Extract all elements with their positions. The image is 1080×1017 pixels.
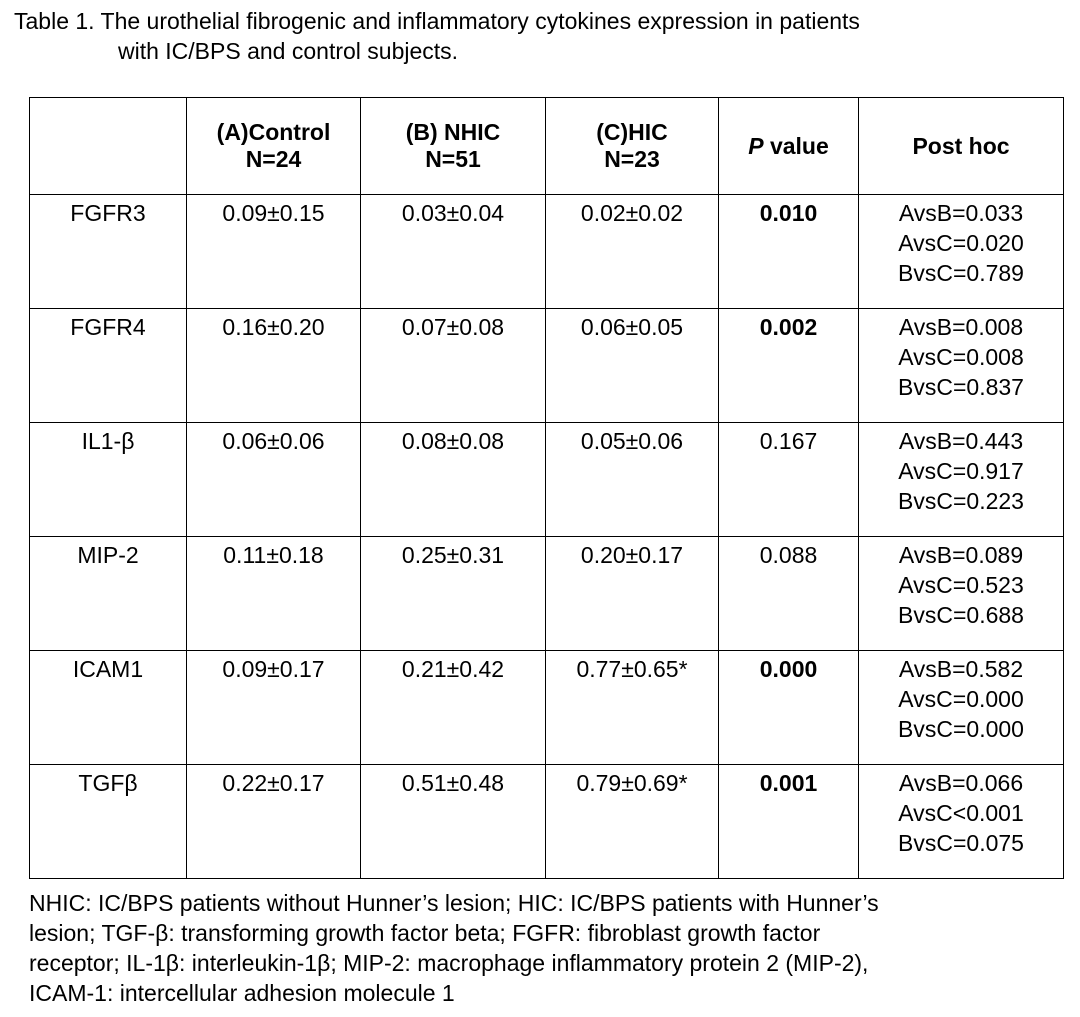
table-row bbox=[30, 651, 1064, 765]
cell-post-hoc bbox=[859, 537, 1064, 651]
table-row bbox=[30, 765, 1064, 879]
header-control bbox=[187, 98, 361, 195]
posthoc-bvsc: BvsC=0.000 bbox=[898, 716, 1024, 742]
cell-hic: 0.77±0.65* bbox=[546, 651, 719, 765]
cell-nhic: 0.07±0.08 bbox=[361, 309, 546, 423]
table-row bbox=[30, 309, 1064, 423]
caption-line-1: Table 1. The urothelial fibrogenic and inflammatory cytokines expression in patients bbox=[14, 8, 860, 34]
header-post-hoc-label: Post hoc bbox=[912, 132, 1010, 159]
cell-marker: TGFβ bbox=[30, 765, 187, 879]
header-control-n: N=24 bbox=[245, 146, 302, 172]
cell-post-hoc bbox=[859, 309, 1064, 423]
posthoc-avsb: AvsB=0.089 bbox=[898, 542, 1024, 568]
footnote-line-1: NHIC: IC/BPS patients without Hunner’s lesion; HIC: IC/BPS patients with Hunner’s bbox=[29, 890, 879, 916]
cell-p-value: 0.000 bbox=[719, 651, 859, 765]
table-caption bbox=[14, 6, 1054, 66]
posthoc-avsc: AvsC=0.008 bbox=[898, 344, 1024, 370]
cell-marker: FGFR3 bbox=[30, 195, 187, 309]
posthoc-avsc: AvsC<0.001 bbox=[898, 800, 1024, 826]
header-hic-label: (C)HIC bbox=[596, 119, 668, 145]
header-post-hoc bbox=[859, 98, 1064, 195]
header-p-value bbox=[719, 98, 859, 195]
cell-hic: 0.79±0.69* bbox=[546, 765, 719, 879]
posthoc-avsb: AvsB=0.582 bbox=[898, 656, 1024, 682]
cell-post-hoc bbox=[859, 765, 1064, 879]
cytokine-table bbox=[29, 97, 1064, 879]
footnote-line-3: receptor; IL-1β: interleukin-1β; MIP-2: macrophage inflammatory protein 2 (MIP-2), bbox=[29, 950, 869, 976]
header-hic-n: N=23 bbox=[604, 146, 660, 172]
cell-control: 0.16±0.20 bbox=[187, 309, 361, 423]
table-header-row bbox=[30, 98, 1064, 195]
cell-hic: 0.02±0.02 bbox=[546, 195, 719, 309]
table-footnote bbox=[29, 888, 1069, 1008]
cell-post-hoc bbox=[859, 651, 1064, 765]
header-control-label: (A)Control bbox=[216, 119, 331, 145]
cell-post-hoc bbox=[859, 423, 1064, 537]
cell-marker: MIP-2 bbox=[30, 537, 187, 651]
cell-hic: 0.20±0.17 bbox=[546, 537, 719, 651]
header-nhic-label: (B) NHIC bbox=[405, 119, 501, 145]
footnote-line-4: ICAM-1: intercellular adhesion molecule 1 bbox=[29, 980, 455, 1006]
header-p-italic: P bbox=[748, 132, 764, 159]
posthoc-avsc: AvsC=0.020 bbox=[898, 230, 1024, 256]
cell-p-value: 0.167 bbox=[719, 423, 859, 537]
cell-hic: 0.06±0.05 bbox=[546, 309, 719, 423]
header-hic bbox=[546, 98, 719, 195]
header-marker bbox=[30, 98, 187, 195]
posthoc-avsc: AvsC=0.523 bbox=[898, 572, 1024, 598]
cell-control: 0.09±0.15 bbox=[187, 195, 361, 309]
posthoc-avsc: AvsC=0.000 bbox=[898, 686, 1024, 712]
table-row bbox=[30, 537, 1064, 651]
cell-p-value: 0.001 bbox=[719, 765, 859, 879]
posthoc-avsb: AvsB=0.008 bbox=[898, 314, 1024, 340]
cell-nhic: 0.21±0.42 bbox=[361, 651, 546, 765]
footnote-line-2: lesion; TGF-β: transforming growth factor beta; FGFR: fibroblast growth factor bbox=[29, 920, 821, 946]
posthoc-bvsc: BvsC=0.688 bbox=[898, 602, 1024, 628]
posthoc-bvsc: BvsC=0.223 bbox=[898, 488, 1024, 514]
cell-p-value: 0.002 bbox=[719, 309, 859, 423]
cell-control: 0.09±0.17 bbox=[187, 651, 361, 765]
table-row bbox=[30, 195, 1064, 309]
header-nhic-n: N=51 bbox=[425, 146, 481, 172]
posthoc-bvsc: BvsC=0.075 bbox=[898, 830, 1024, 856]
cell-p-value: 0.088 bbox=[719, 537, 859, 651]
cell-nhic: 0.03±0.04 bbox=[361, 195, 546, 309]
header-nhic bbox=[361, 98, 546, 195]
posthoc-avsb: AvsB=0.033 bbox=[898, 200, 1024, 226]
cell-control: 0.11±0.18 bbox=[187, 537, 361, 651]
posthoc-avsc: AvsC=0.917 bbox=[898, 458, 1024, 484]
posthoc-avsb: AvsB=0.066 bbox=[898, 770, 1024, 796]
posthoc-avsb: AvsB=0.443 bbox=[898, 428, 1024, 454]
posthoc-bvsc: BvsC=0.789 bbox=[898, 260, 1024, 286]
cell-marker: ICAM1 bbox=[30, 651, 187, 765]
header-p-rest: value bbox=[763, 132, 829, 159]
cell-nhic: 0.51±0.48 bbox=[361, 765, 546, 879]
posthoc-bvsc: BvsC=0.837 bbox=[898, 374, 1024, 400]
cell-control: 0.22±0.17 bbox=[187, 765, 361, 879]
cell-marker: IL1-β bbox=[30, 423, 187, 537]
cell-nhic: 0.08±0.08 bbox=[361, 423, 546, 537]
cell-control: 0.06±0.06 bbox=[187, 423, 361, 537]
cell-marker: FGFR4 bbox=[30, 309, 187, 423]
cell-hic: 0.05±0.06 bbox=[546, 423, 719, 537]
cell-post-hoc bbox=[859, 195, 1064, 309]
cell-p-value: 0.010 bbox=[719, 195, 859, 309]
table-row bbox=[30, 423, 1064, 537]
cell-nhic: 0.25±0.31 bbox=[361, 537, 546, 651]
caption-line-2: with IC/BPS and control subjects. bbox=[118, 38, 459, 64]
